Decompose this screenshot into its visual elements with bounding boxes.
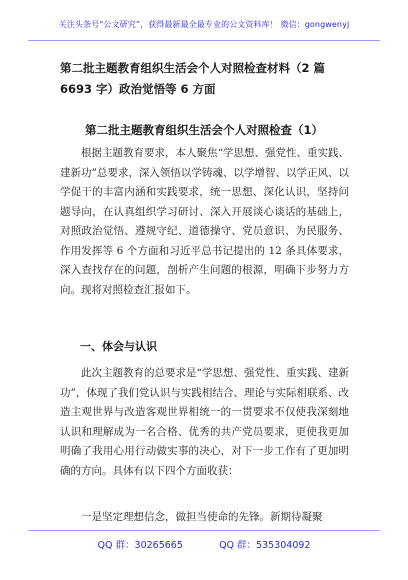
page-footer	[28, 530, 380, 559]
document-title: 第二批主题教育组织生活会个人对照检查材料（2 篇 6693 字）政治觉悟等 6 方面	[60, 61, 326, 96]
heading-experience-and-understanding: 一、体会与认识	[80, 340, 157, 353]
first-point-paragraph: 一是坚定理想信念，做担当使命的先锋。新期待凝聚	[81, 511, 323, 523]
section-title: 第二批主题教育组织生活会个人对照检查（1）	[85, 123, 323, 137]
intro-paragraph: 根据主题教育要求，本人聚焦“学思想、强党性、重实践、建新功”总要求，深入领悟以学铸魂、以学增智、以学正风、以学促干的丰富内涵和实践要求，统一思想、深化认识，坚持问题导向，在认真组织学习研讨、深入开展谈心谈话的基础上，对照政治觉悟、遵规守纪、道德操守、党员意识、为民服务、作用发挥等 6 个方面和习近平总书记提出的 12 条具体要求，深入查找存在的问题，剖析产生问题的根源，明确下步努力方向。现将对照检查汇报如下。	[60, 147, 349, 296]
header-notice-link[interactable]: 关注头条号“公文研究”，获得最新最全最专业的公文资料库！ 微信：gongwenyj	[58, 20, 350, 29]
experience-paragraph: 此次主题教育的总要求是“学思想、强党性、重实践、建新功”，体现了我们党认识与实践相结合、理论与实际相联系、改造主观世界与改造客观世界相统一的一贯要求不仅使我深刻地认识和理解成为一名合格、优秀的共产党员要求，更使我更加明确了我用心用行动做实事的决心，对下一步工作有了更加明确的方向。具体有以下四个方面收获：	[60, 367, 349, 477]
qq-group-2-link[interactable]: QQ 群：535304092	[219, 540, 311, 551]
page-header	[28, 8, 380, 41]
qq-group-1-link[interactable]: QQ 群：30265665	[97, 540, 183, 551]
